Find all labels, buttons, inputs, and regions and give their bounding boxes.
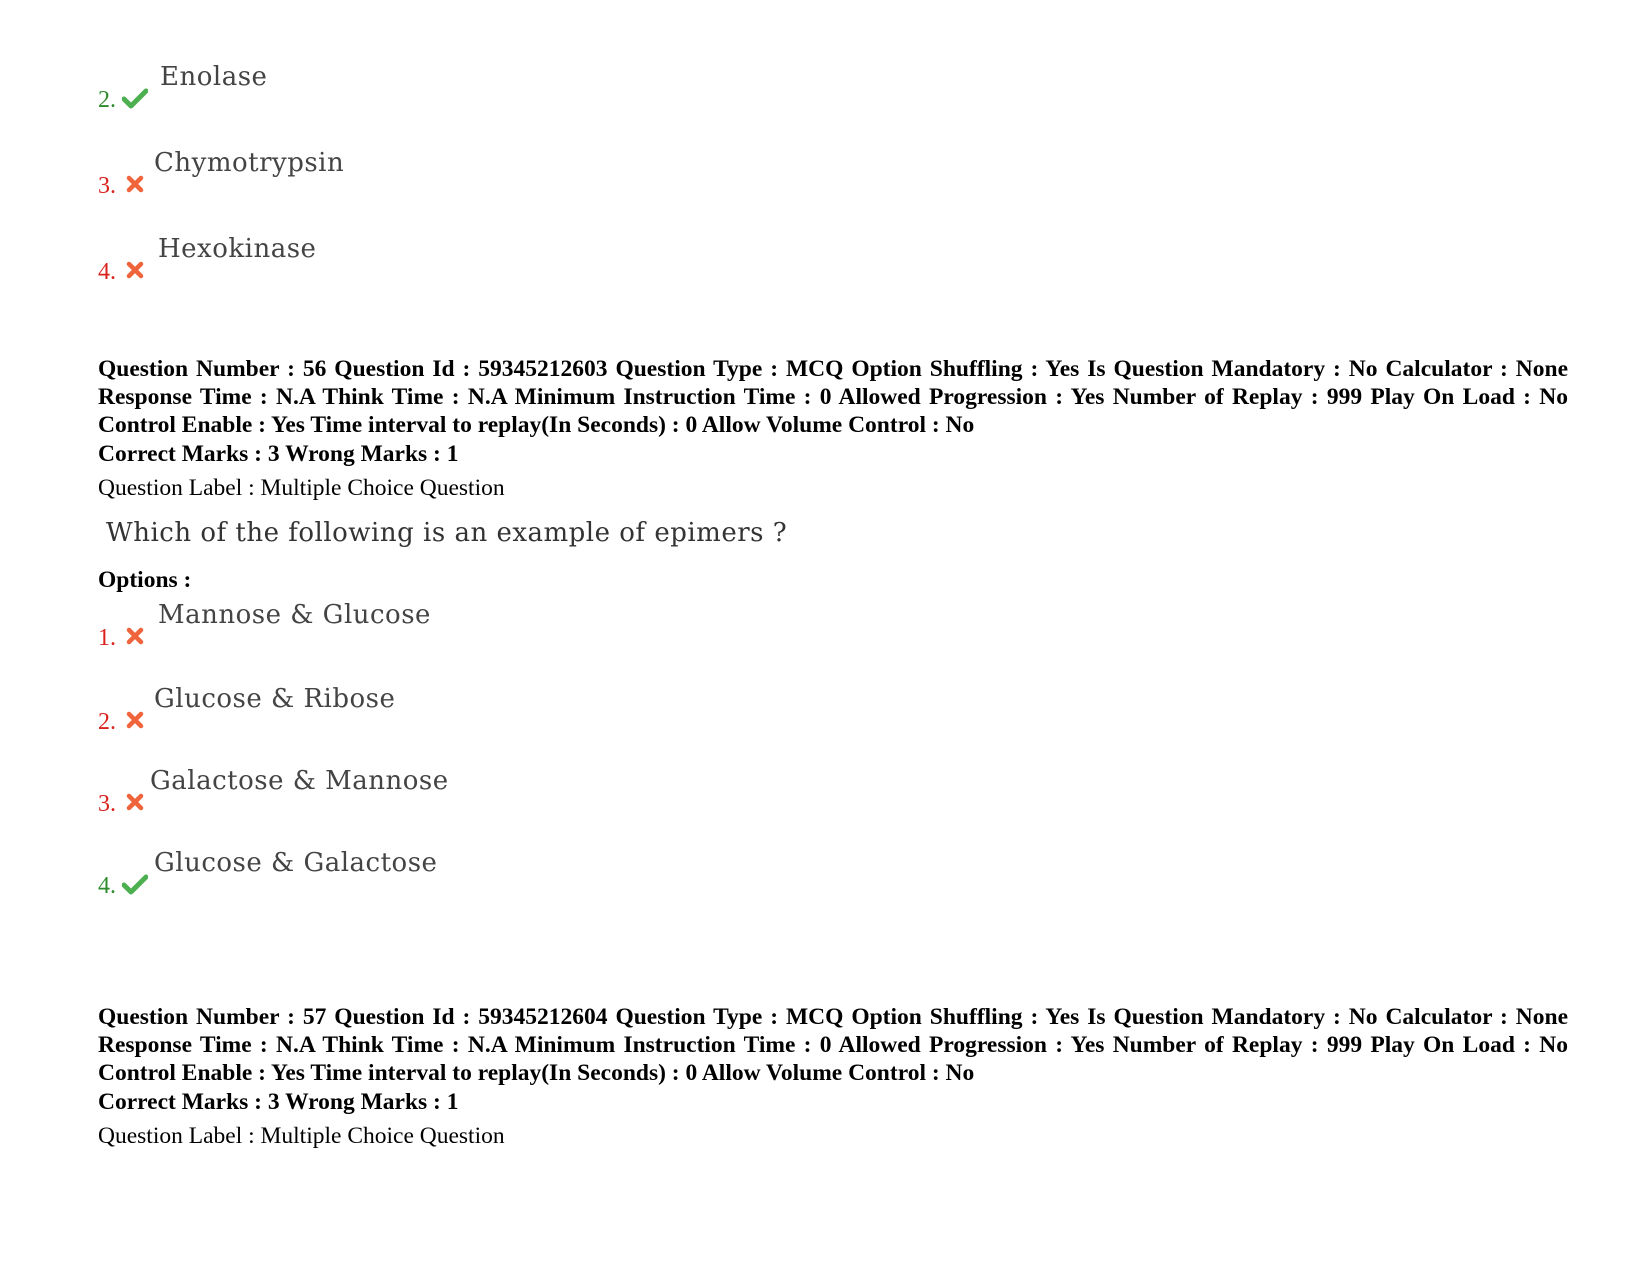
option-text: Mannose & Glucose <box>158 600 431 630</box>
option-number: 1. <box>98 625 116 651</box>
option-row <box>98 684 798 734</box>
option-row <box>98 148 798 198</box>
option-number: 3. <box>98 173 116 199</box>
cross-icon <box>122 709 148 731</box>
question-meta: Question Number : 57 Question Id : 59345212604 Question Type : MCQ Option Shuffling : Yes Is Question Mandatory : No Calculator : None Response Time : N.A Think Time : N.A Minimum Instruction Time : 0 Allowed Progression : Yes Number of Replay : 999 Play On Load : No Control Enable : Yes Time interval to replay(In Seconds) : 0 Allow Volume Control : No <box>98 1004 1568 1086</box>
option-number: 2. <box>98 709 116 735</box>
cross-icon <box>122 173 148 195</box>
question-label: Question Label : Multiple Choice Question <box>98 475 505 501</box>
option-text: Enolase <box>160 62 268 92</box>
option-number: 3. <box>98 791 116 817</box>
option-text: Glucose & Ribose <box>154 684 396 714</box>
option-row <box>98 848 798 898</box>
cross-icon <box>122 259 148 281</box>
option-number: 4. <box>98 873 116 899</box>
check-icon <box>122 87 148 109</box>
cross-icon <box>122 791 148 813</box>
question-marks: Correct Marks : 3 Wrong Marks : 1 <box>98 441 459 467</box>
option-text: Chymotrypsin <box>154 148 345 178</box>
option-row <box>98 234 798 284</box>
question-text: Which of the following is an example of epimers ? <box>106 518 788 548</box>
cross-icon <box>122 625 148 647</box>
options-heading: Options : <box>98 567 192 593</box>
question-marks: Correct Marks : 3 Wrong Marks : 1 <box>98 1089 459 1115</box>
option-row <box>98 766 798 816</box>
option-text: Galactose & Mannose <box>150 766 449 796</box>
option-number: 4. <box>98 259 116 285</box>
option-row <box>98 600 798 650</box>
check-icon <box>122 873 148 895</box>
question-meta: Question Number : 56 Question Id : 59345212603 Question Type : MCQ Option Shuffling : Yes Is Question Mandatory : No Calculator : None Response Time : N.A Think Time : N.A Minimum Instruction Time : 0 Allowed Progression : Yes Number of Replay : 999 Play On Load : No Control Enable : Yes Time interval to replay(In Seconds) : 0 Allow Volume Control : No <box>98 356 1568 438</box>
option-row <box>98 62 798 112</box>
option-number: 2. <box>98 87 116 113</box>
question-label: Question Label : Multiple Choice Question <box>98 1123 505 1149</box>
option-text: Glucose & Galactose <box>154 848 438 878</box>
option-text: Hexokinase <box>158 234 317 264</box>
